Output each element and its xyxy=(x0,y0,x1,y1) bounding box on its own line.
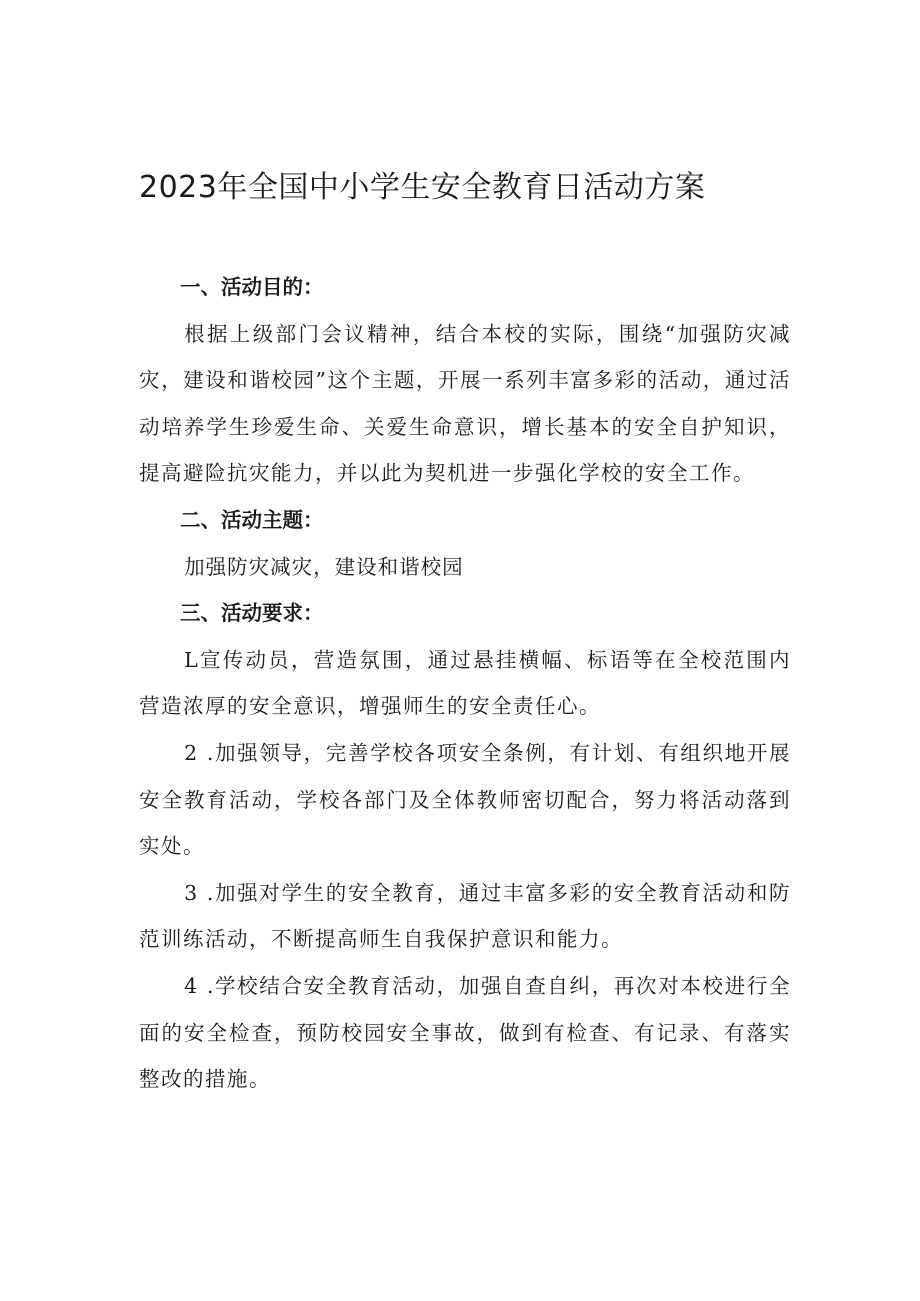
document-body xyxy=(139,264,791,1103)
section-heading-theme: 二、活动主题： xyxy=(180,507,324,532)
theme-paragraph: 加强防灾减灾，建设和谐校园 xyxy=(184,554,464,579)
requirement-item-3: 3 .加强对学生的安全教育，通过丰富多彩的安全教育活动和防范训练活动，不断提高师生自我保护意识和能力。 xyxy=(139,880,791,952)
requirement-item-1: L宣传动员，营造氛围，通过悬挂横幅、标语等在全校范围内营造浓厚的安全意识，增强师生的安全责任心。 xyxy=(139,647,791,719)
section-heading-purpose: 一、活动目的： xyxy=(180,275,324,299)
requirement-item-2: 2 .加强领导，完善学校各项安全条例，有计划、有组织地开展安全教育活动，学校各部门及全体教师密切配合，努力将活动落到实处。 xyxy=(139,740,791,859)
document-title: 2023年全国中小学生安全教育日活动方案 xyxy=(139,170,706,205)
purpose-paragraph: 根据上级部门会议精神，结合本校的实际，围绕“加强防灾减灾，建设和谐校园”这个主题，开展一系列丰富多彩的活动，通过活动培养学生珍爱生命、关爱生命意识，增长基本的安全自护知识，提高避险抗灾能力，并以此为契机进一步强化学校的安全工作。 xyxy=(139,321,791,486)
requirement-item-4: 4 .学校结合安全教育活动，加强自查自纠，再次对本校进行全面的安全检查，预防校园安全事故，做到有检查、有记录、有落实整改的措施。 xyxy=(139,973,791,1092)
section-heading-requirements: 三、活动要求： xyxy=(180,601,324,626)
